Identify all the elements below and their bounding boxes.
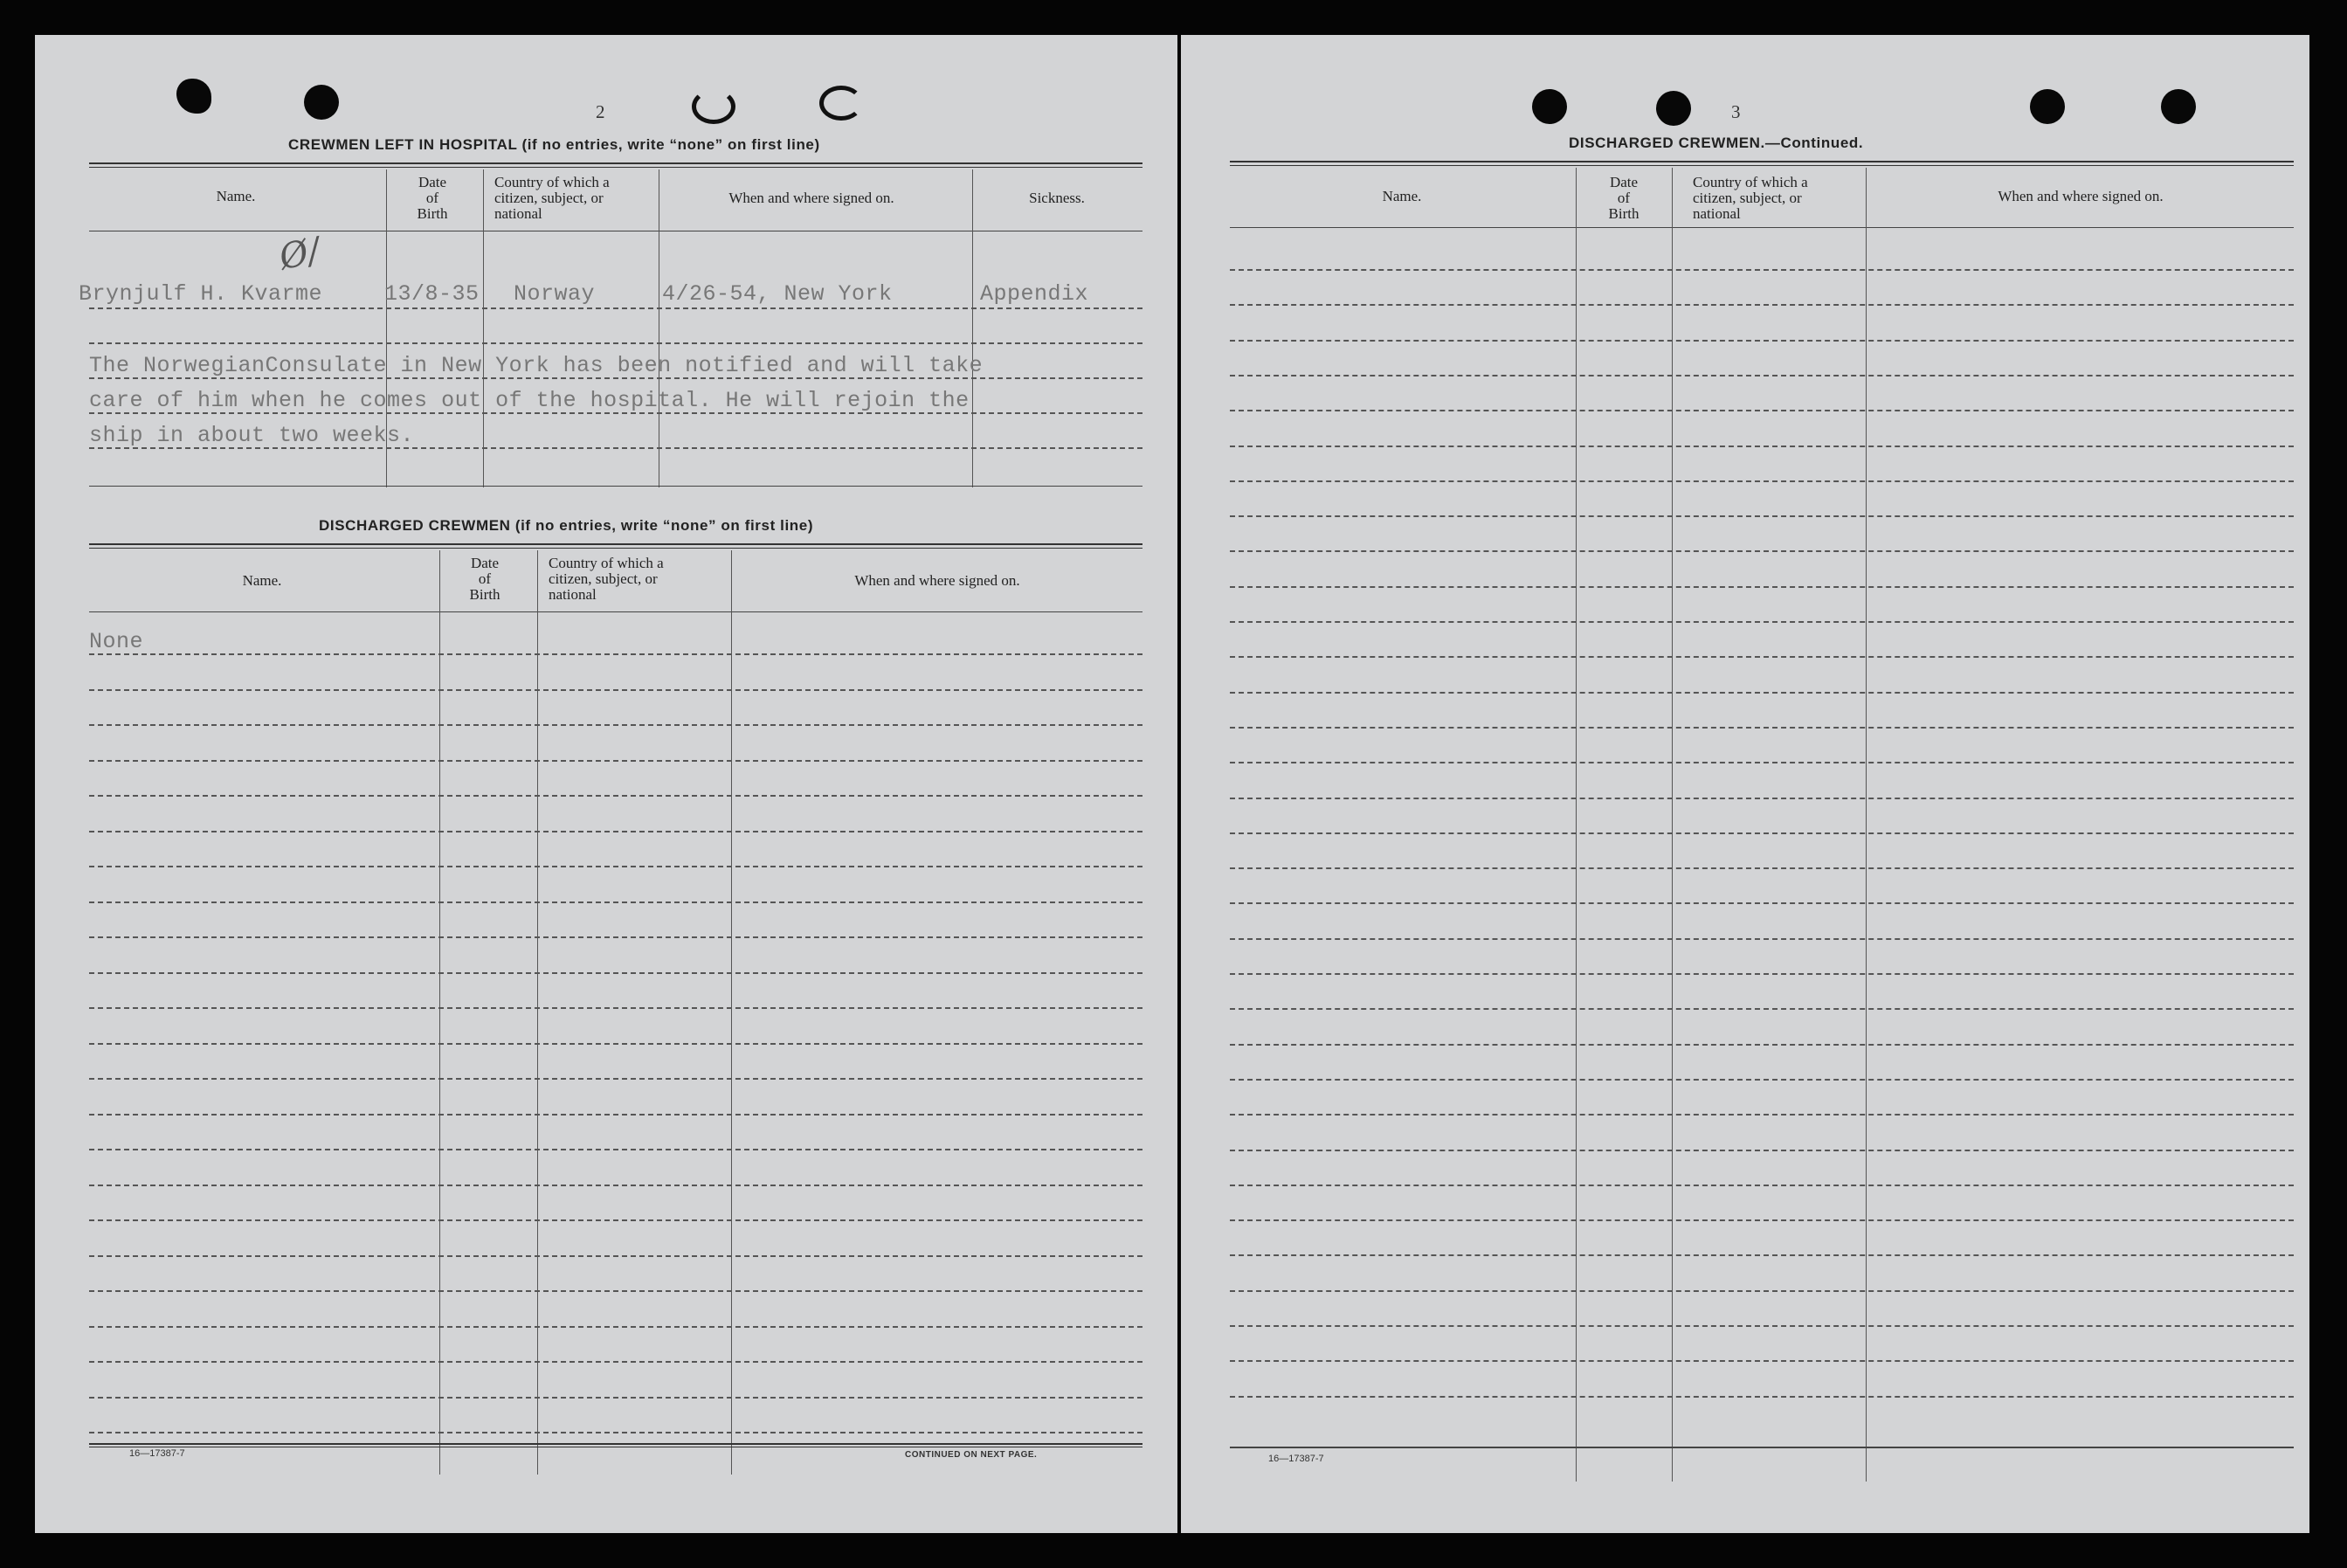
- col-header-country: Country of which a citizen, subject, or national: [494, 174, 610, 222]
- header-rule: [89, 611, 1142, 612]
- form-number: 16—17387-7: [129, 1448, 185, 1459]
- entry-line: [1230, 902, 2294, 904]
- entry-line: [1230, 973, 2294, 975]
- entry-line: [1230, 1360, 2294, 1362]
- entry-line: [89, 689, 1142, 691]
- section-rule: [1230, 161, 2294, 166]
- remark-line: The NorwegianConsulate in New York has been notified and will take: [89, 353, 984, 378]
- entry-line: [1230, 1219, 2294, 1221]
- entry-line: [1230, 515, 2294, 517]
- entry-line: [89, 1326, 1142, 1328]
- col-header-date-of-birth: Date of Birth: [417, 174, 448, 222]
- col-header-date-of-birth: Date of Birth: [1608, 174, 1639, 222]
- entry-line: [1230, 1079, 2294, 1081]
- form-number: 16—17387-7: [1268, 1454, 1324, 1464]
- entry-line: [89, 1290, 1142, 1292]
- entry-line: [1230, 938, 2294, 940]
- discharged-continued-title: DISCHARGED CREWMEN.—Continued.: [1569, 135, 1864, 151]
- hospital-entry-name: Brynjulf H. Kvarme: [79, 281, 323, 307]
- entry-line: [1230, 269, 2294, 271]
- remark-line: ship in about two weeks.: [89, 423, 415, 448]
- entry-line: [89, 724, 1142, 726]
- column-rule: [1866, 168, 1867, 1482]
- entry-line: [1230, 621, 2294, 623]
- entry-line: [1230, 832, 2294, 834]
- col-header-signed-on: When and where signed on.: [854, 572, 1020, 589]
- punch-hole: [2030, 89, 2065, 124]
- col-header-signed-on: When and where signed on.: [1998, 188, 2164, 204]
- entry-line: [89, 307, 1142, 309]
- punch-hole: [304, 85, 339, 120]
- right-page: [1181, 35, 2309, 1533]
- entry-line: [1230, 1008, 2294, 1010]
- entry-line: [1230, 1325, 2294, 1327]
- column-rule: [972, 169, 973, 487]
- entry-line: [89, 342, 1142, 344]
- staple-mark: [819, 86, 863, 121]
- hospital-entry-country: Norway: [514, 281, 596, 307]
- col-header-sickness: Sickness.: [1029, 190, 1085, 206]
- entry-line: [89, 1397, 1142, 1399]
- column-rule: [1576, 168, 1577, 1482]
- hospital-section-title: CREWMEN LEFT IN HOSPITAL (if no entries, write “none” on first line): [288, 136, 820, 153]
- entry-line: [89, 831, 1142, 832]
- entry-line: [89, 936, 1142, 938]
- entry-line: [1230, 1185, 2294, 1186]
- col-header-signed-on: When and where signed on.: [728, 190, 894, 206]
- entry-line: [1230, 340, 2294, 342]
- bottom-rule: [89, 1443, 1142, 1447]
- entry-line: [1230, 692, 2294, 694]
- col-header-name: Name.: [216, 188, 256, 204]
- col-header-date-of-birth: Date of Birth: [469, 555, 500, 603]
- entry-line: [1230, 375, 2294, 376]
- entry-line: [1230, 656, 2294, 658]
- bottom-rule: [1230, 1447, 2294, 1448]
- entry-line: [89, 1149, 1142, 1150]
- punch-hole: [176, 79, 211, 114]
- entry-line: [89, 795, 1142, 797]
- entry-line: [1230, 1396, 2294, 1398]
- column-rule: [483, 169, 484, 487]
- handwritten-mark: Ø/: [275, 230, 324, 279]
- discharged-first-entry: None: [89, 629, 144, 654]
- staple-mark: [692, 89, 735, 124]
- entry-line: [1230, 1254, 2294, 1256]
- entry-line: [89, 760, 1142, 762]
- entry-line: [1230, 762, 2294, 763]
- hospital-entry-sickness: Appendix: [980, 281, 1089, 307]
- discharged-section-title: DISCHARGED CREWMEN (if no entries, write “none” on first line): [319, 517, 814, 534]
- entry-line: [1230, 410, 2294, 411]
- entry-line: [1230, 867, 2294, 869]
- section-rule: [89, 486, 1142, 487]
- punch-hole: [2161, 89, 2196, 124]
- entry-line: [1230, 727, 2294, 729]
- entry-line: [89, 1255, 1142, 1257]
- hospital-entry-signed-on: 4/26-54, New York: [662, 281, 893, 307]
- entry-line: [89, 866, 1142, 867]
- entry-line: [1230, 798, 2294, 799]
- column-rule: [1672, 168, 1673, 1482]
- remark-line: care of him when he comes out of the hospital. He will rejoin the: [89, 388, 970, 413]
- entry-line: [89, 1219, 1142, 1221]
- entry-line: [1230, 550, 2294, 552]
- col-header-name: Name.: [242, 572, 282, 589]
- hospital-entry-date-of-birth: 13/8-35: [384, 281, 480, 307]
- entry-line: [1230, 1150, 2294, 1151]
- page-number: 2: [596, 101, 605, 122]
- left-page: [35, 35, 1177, 1533]
- entry-line: [1230, 446, 2294, 447]
- entry-line: [89, 901, 1142, 903]
- continued-note: CONTINUED ON NEXT PAGE.: [905, 1450, 1038, 1460]
- section-rule: [89, 162, 1142, 168]
- entry-line: [89, 1078, 1142, 1080]
- punch-hole: [1532, 89, 1567, 124]
- entry-line: [89, 1007, 1142, 1009]
- entry-line: [1230, 480, 2294, 482]
- entry-line: [1230, 304, 2294, 306]
- entry-line: [89, 1114, 1142, 1116]
- col-header-name: Name.: [1382, 188, 1422, 204]
- entry-line: [1230, 1114, 2294, 1116]
- page-number: 3: [1731, 101, 1741, 122]
- header-rule: [1230, 227, 2294, 228]
- entry-line: [1230, 1290, 2294, 1292]
- entry-line: [89, 653, 1142, 655]
- punch-hole: [1656, 91, 1691, 126]
- entry-line: [1230, 1044, 2294, 1046]
- col-header-country: Country of which a citizen, subject, or national: [1693, 174, 1808, 222]
- entry-line: [89, 972, 1142, 974]
- entry-line: [89, 1043, 1142, 1045]
- entry-line: [89, 1185, 1142, 1186]
- entry-line: [89, 1361, 1142, 1363]
- col-header-country: Country of which a citizen, subject, or national: [549, 555, 664, 603]
- section-rule: [89, 543, 1142, 549]
- entry-line: [1230, 586, 2294, 588]
- entry-line: [89, 1432, 1142, 1433]
